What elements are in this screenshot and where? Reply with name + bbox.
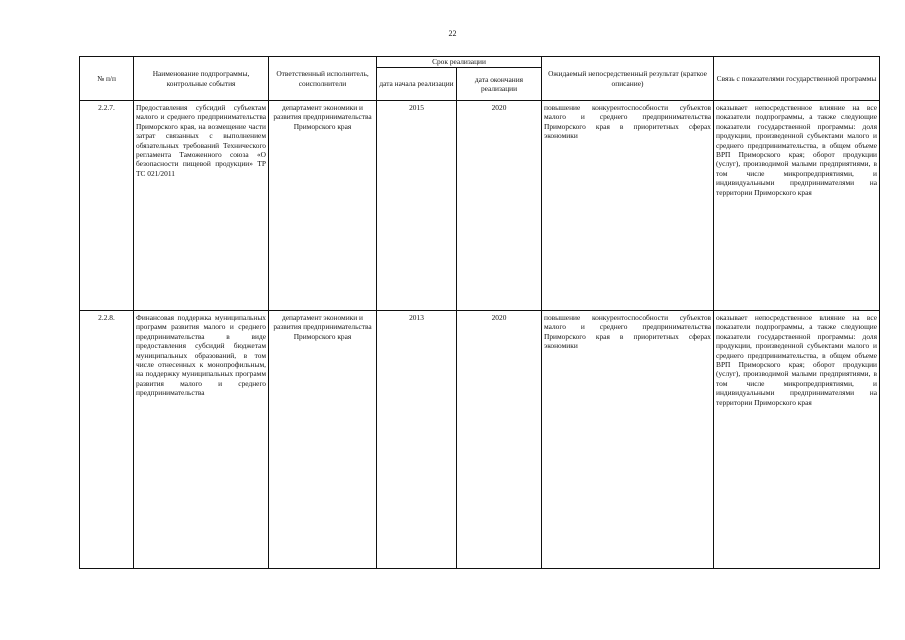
- header-start-date: дата начала реализации: [377, 68, 457, 101]
- header-result: Ожидаемый непосредственный результат (краткое описание): [542, 57, 714, 101]
- row-responsible: департамент экономики и развития предпринимательства Приморского края: [269, 101, 377, 311]
- row-start-year: 2013: [377, 311, 457, 569]
- row-responsible: департамент экономики и развития предпринимательства Приморского края: [269, 311, 377, 569]
- header-responsible: Ответственный исполнитель, соисполнители: [269, 57, 377, 101]
- table-row: [80, 311, 880, 569]
- row-link: оказывает непосредственное влияние на все показатели подпрограммы, а также следующие показатели государственной программы: доля продукции, произведенной субъектами малого и среднего предпринимательства, в общем объеме ВРП Приморского края; оборот продукции (услуг), производимой малыми предприятиями, в том числе микропредприятиями, и индивидуальными предпринимателями на территории Приморского края: [714, 311, 880, 569]
- header-number: № п/п: [80, 57, 134, 101]
- row-name: Предоставления субсидий субъектам малого и среднего предпринимательства Приморского края, на возмещение части затрат связанных с выполнением обязательных требований Технического регламента Таможенного союза «О безопасности пищевой продукции» ТР ТС 021/2011: [134, 101, 269, 311]
- table-row: [80, 101, 880, 311]
- header-link: Связь с показателями государственной программы: [714, 57, 880, 101]
- header-name: Наименование подпрограммы, контрольные события: [134, 57, 269, 101]
- row-end-year: 2020: [457, 311, 542, 569]
- row-end-year: 2020: [457, 101, 542, 311]
- header-end-date: дата окончания реализации: [457, 68, 542, 101]
- program-events-table: [79, 56, 880, 569]
- row-result: повышение конкурентоспособности субъектов малого и среднего предпринимательства Приморского края в приоритетных сферах экономики: [542, 101, 714, 311]
- header-period: Срок реализации: [377, 57, 542, 68]
- row-start-year: 2015: [377, 101, 457, 311]
- row-name: Финансовая поддержка муниципальных программ развития малого и среднего предпринимательства в виде предоставления субсидий бюджетам муниципальных образований, в том числе отнесенных к монопрофильным, на поддержку муниципальных программ развития малого и среднего предпринимательства: [134, 311, 269, 569]
- row-result: повышение конкурентоспособности субъектов малого и среднего предпринимательства Приморского края в приоритетных сферах экономики: [542, 311, 714, 569]
- page-number: 22: [448, 29, 457, 38]
- row-number: 2.2.7.: [80, 101, 134, 311]
- row-number: 2.2.8.: [80, 311, 134, 569]
- table-header: [80, 57, 880, 101]
- row-link: оказывает непосредственное влияние на все показатели подпрограммы, а также следующие показатели государственной программы: доля продукции, произведенной субъектами малого и среднего предпринимательства, в общем объеме ВРП Приморского края; оборот продукции (услуг), производимой малыми предприятиями, в том числе микропредприятиями, и индивидуальными предпринимателями на территории Приморского края: [714, 101, 880, 311]
